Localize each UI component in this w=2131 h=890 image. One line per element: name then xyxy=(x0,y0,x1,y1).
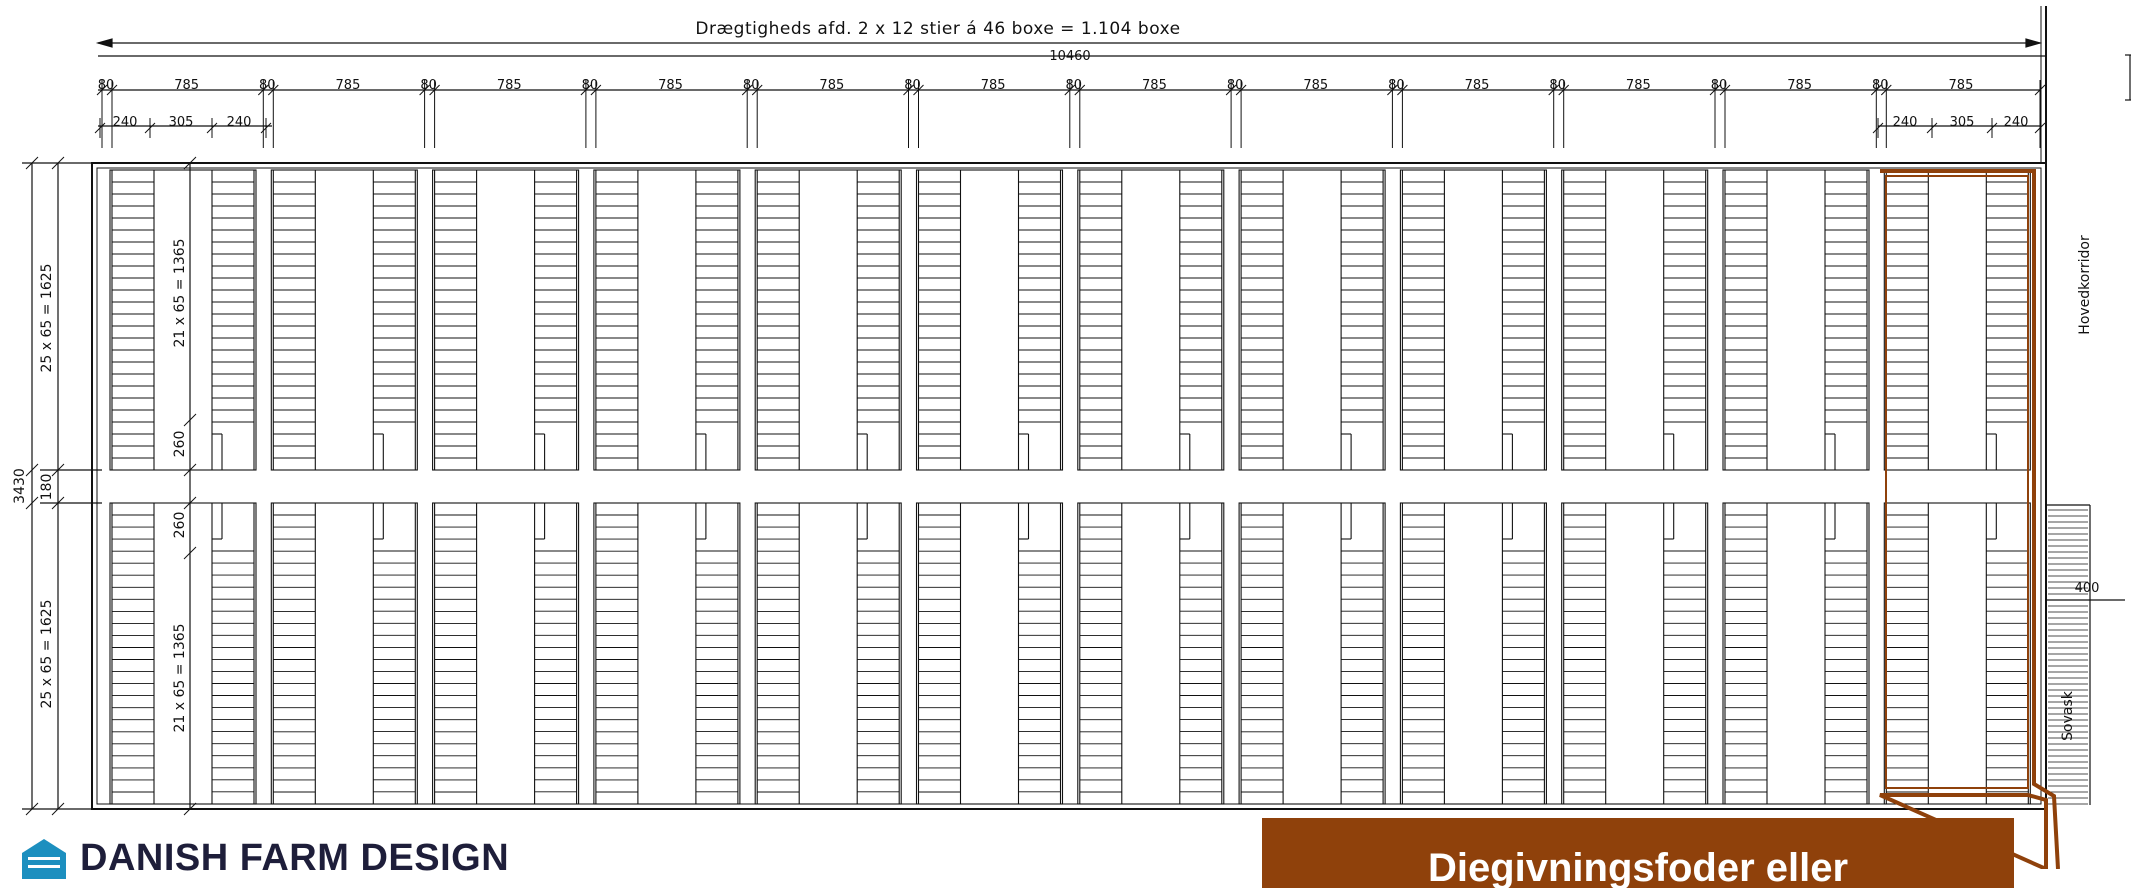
gap-dim-label: 80 xyxy=(97,78,115,93)
gap-dim-label: 80 xyxy=(1872,78,1889,93)
pen xyxy=(1723,170,1869,470)
pen-width-label: 785 xyxy=(1303,78,1329,93)
sub-dim-label: 305 xyxy=(168,115,194,130)
pen xyxy=(1884,170,2030,470)
pen-width-label: 785 xyxy=(1464,78,1490,93)
section-title: Drægtigheds afd. 2 x 12 stier á 46 boxe = 1.104 boxe xyxy=(695,19,1181,39)
gap-dim-label: 80 xyxy=(259,78,276,93)
sub-dim-label: 240 xyxy=(1892,115,1918,130)
logo-text: DANISH FARM DESIGN xyxy=(80,837,510,879)
overall-height-label: 3430 xyxy=(12,468,28,504)
gap-dim-label: 80 xyxy=(420,78,437,93)
pen-width-label: 785 xyxy=(980,78,1006,93)
pen-width-label: 785 xyxy=(174,78,200,93)
pen-width-label: 785 xyxy=(1142,78,1167,93)
gap-dim-label: 80 xyxy=(1226,78,1244,93)
pen xyxy=(1884,503,2030,804)
pen xyxy=(917,170,1063,470)
sub-dim-label: 305 xyxy=(1949,115,1975,130)
dim-arrow-left xyxy=(98,39,112,47)
pen-width-label: 785 xyxy=(335,78,361,93)
pen xyxy=(1239,170,1385,470)
pen-width-label: 785 xyxy=(819,78,845,93)
gap-dim-label: 80 xyxy=(904,78,921,93)
sub-dim-label: 240 xyxy=(2003,115,2029,130)
aisle-dim: 180 xyxy=(39,473,55,501)
gap-dim-label: 80 xyxy=(581,78,599,93)
pen-width-label: 785 xyxy=(658,78,683,93)
highlighted-pen xyxy=(1880,171,2058,869)
row-dim-bottom: 25 x 65 = 1625 xyxy=(39,599,55,709)
pen-width-label: 785 xyxy=(1787,78,1813,93)
side-dim-label: 400 xyxy=(2074,581,2100,596)
pen xyxy=(917,503,1063,804)
pen xyxy=(594,170,740,470)
pen xyxy=(1723,503,1869,804)
pen xyxy=(1239,503,1385,804)
banner-text: Diegivningsfoder eller xyxy=(1427,846,1849,890)
highlighted-pen-inner xyxy=(1886,176,2028,788)
gap-dim-label: 80 xyxy=(1388,78,1405,93)
pen xyxy=(1078,170,1224,470)
pen xyxy=(271,170,417,470)
barn-icon xyxy=(18,837,70,879)
inner-dim-bottom: 21 x 65 = 1365 xyxy=(172,623,188,733)
end-dim-bottom: 260 xyxy=(172,511,188,539)
building-inner-outline xyxy=(97,168,2041,804)
gap-dim-label: 80 xyxy=(1710,78,1728,93)
sub-dim-label: 240 xyxy=(226,115,252,130)
company-logo xyxy=(18,838,509,878)
pen xyxy=(433,503,579,804)
pen xyxy=(1562,170,1708,470)
inner-dim-top: 21 x 65 = 1365 xyxy=(172,238,188,348)
gap-dim-label: 80 xyxy=(1549,78,1566,93)
info-banner xyxy=(1262,818,2014,888)
corridor-label: Hovedkorridor xyxy=(2077,235,2093,335)
overall-width-label: 10460 xyxy=(1049,49,1091,64)
pen-width-label: 785 xyxy=(496,78,522,93)
gap-dim-label: 80 xyxy=(1065,78,1083,93)
pen xyxy=(1400,503,1546,804)
pen xyxy=(1562,503,1708,804)
end-dim-top: 260 xyxy=(172,430,188,458)
gap-dim-label: 80 xyxy=(742,78,760,93)
building-outline xyxy=(92,163,2046,809)
pen xyxy=(594,503,740,804)
sovask-label: Sovask xyxy=(2060,691,2076,741)
pen xyxy=(1400,170,1546,470)
pen-width-label: 785 xyxy=(1625,78,1651,93)
pen xyxy=(1078,503,1224,804)
pen xyxy=(433,170,579,470)
row-dim-top: 25 x 65 = 1625 xyxy=(39,263,55,373)
dim-arrow-right xyxy=(2026,39,2040,47)
sub-dim-label: 240 xyxy=(112,115,138,130)
pen xyxy=(755,503,901,804)
pen xyxy=(755,170,901,470)
pen-width-label: 785 xyxy=(1948,78,1974,93)
pen xyxy=(271,503,417,804)
